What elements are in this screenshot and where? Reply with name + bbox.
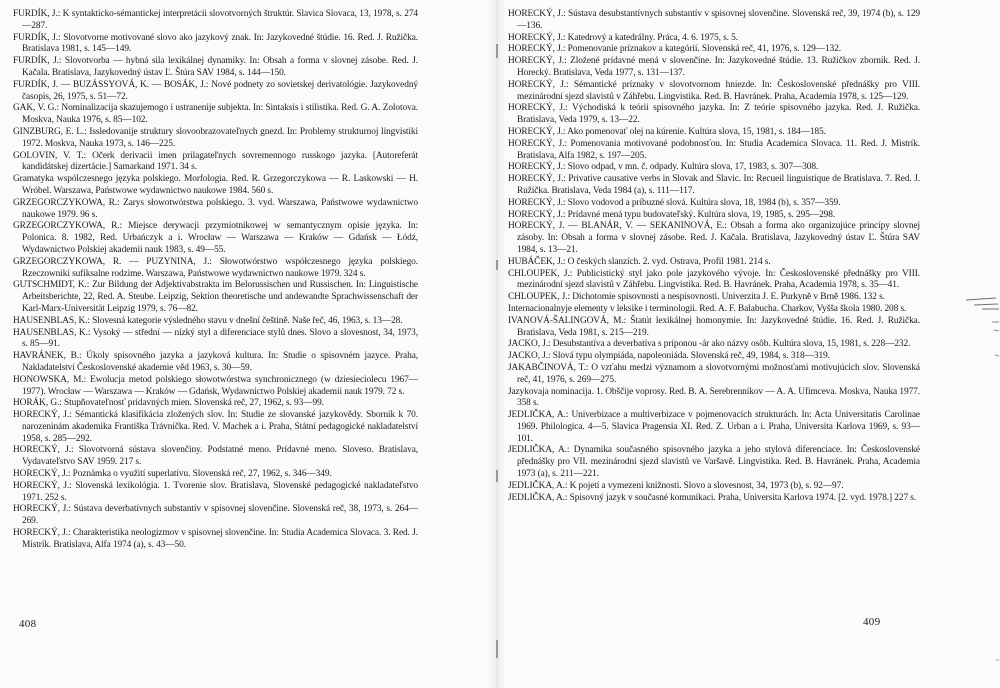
bibliography-entry: CHLOUPEK, J.: Dichotomie spisovnosti a nespisovnosti. Univerzita J. E. Purkyně v Brně 1986. 132 s. — [508, 292, 885, 303]
bibliography-entry: JACKO, J.: Slová typu olympiáda, napoleoniáda. Slovenská reč, 49, 1984, s. 318—319. — [508, 351, 830, 362]
bibliography-entry: HORECKÝ, J.: Slovo odpad, v mn. č. odpady. Kultúra slova, 17, 1983, s. 307—308. — [508, 162, 819, 173]
bibliography-entry: JEDLIČKA, A.: Univerbizace a multiverbizace v pojmenovacích strukturách. In: Acta Universitatis Carolinae 1969. Philologica. 4—5. Slavica Pragensia XI. Red. Z. Urban a i. Praha, Universita Karlova 1969, s. 93—101. — [508, 410, 920, 444]
bibliography-entry: JEDLIČKA, A.: Spisovný jazyk v současné komunikaci. Praha, Universita Karlova 1974. [2. vyd. 1978.] 227 s. — [508, 492, 917, 503]
bibliography-entry: JAKABČINOVÁ, T.: O vzťahu medzi významom a slovotvornými možnosťami motivujúcich slov. Slovenská reč, 41, 1976, s. 269—275. — [508, 362, 920, 385]
bibliography-entry: HORECKÝ, J.: Sémantická klasifikácia zložených slov. In: Studie ze slovanské jazykovědy. Sborník k 70. narozeninám akademika Františka Trávníčka. Red. V. Machek a i. Praha, Státní pedagogické nakladatelství 1958, s. 285—292. — [13, 410, 418, 444]
gutter-mark — [496, 260, 498, 270]
bibliography-entry: HAUSENBLAS, K.: Slovesná kategorie výsledného stavu v dnešní češtině. Naše řeč, 46, 1963, s. 13—28. — [13, 315, 403, 326]
bibliography-entry: HORECKÝ, J. — BLANÁR, V. — SEKANINOVÁ, E.: Obsah a forma ako organizujúce princípy slovnej zásoby. In: Obsah a forma v slovnej zásobe. Red. J. Kačala. Bratislava, Jazykovedný ústav Ľ. Štúra SAV 1984, s. 13—21. — [508, 221, 920, 255]
bibliography-entry: GRZEGORCZYKOWA, R.: Miejsce derywacji przymiotnikowej w semantycznym opisie języka. In: Polonica. 8. 1982, Red. Urbańczyk a i. Wrocław — Warszawa — Kraków — Gdańsk — Łódź, Wydawnictwo Polskiej akademii nauk 1983, s. 49—55. — [13, 221, 418, 255]
bibliography-entry: GOLOVIN, V. T.: Očerk derivacii imen prilagateľnych sovremennogo russkogo jazyka. [Autoreferát kandidátskej dizertácie.] Samarkand 1971. 34 s. — [13, 150, 418, 173]
bibliography-entry: HORECKÝ, J.: Charakteristika neologizmov v spisovnej slovenčine. In: Studia Academica Slovaca. 3. Red. J. Mistrík. Bratislava, Alfa 1974 (a), s. 43—50. — [13, 528, 418, 550]
bibliography-entry: GAK, V. G.: Nominalizacija skazujemogo i ustranenije subjekta. In: Sintaksis i stilistika. Red. G. A. Zolotova. Moskva, Nauka 1976, s. 85—102. — [13, 103, 418, 126]
bibliography-entry: HORECKÝ, J.: Privative causative verbs in Slovak and Slavic. In: Recueil linguistique de Bratislava. 7. Red. J. Ružička. Bratislava, Veda 1984 (a), s. 111—117. — [508, 174, 920, 196]
bibliography-entry: HORECKÝ, J.: Poznámka o využití superlatívu. Slovenská reč, 27, 1962, s. 346—349. — [13, 469, 332, 480]
bibliography-entry: JEDLIČKA, A.: K pojetí a vymezení knižnosti. Slovo a slovesnost, 34, 1973 (b), s. 92—97. — [508, 480, 844, 491]
bibliography-entry: HORECKÝ, J.: Prídavné mená typu budovateľský. Kultúra slova, 19, 1985, s. 295—298. — [508, 209, 836, 220]
bibliography-entry: HORECKÝ, J.: Sústava desubstantívnych substantív v spisovnej slovenčine. Slovenská reč, 39, 1974 (b), s. 129—136. — [508, 9, 920, 31]
bibliography-entry: FURDÍK, J.: Slovotvorba — hybná sila lexikálnej dynamiky. In: Obsah a forma v slovnej zásobe. Red. J. Kačala. Bratislava, Jazykovedný ústav Ľ. Štúra SAV 1984, s. 144—150. — [13, 56, 418, 78]
bibliography-entry: Jazykovaja nominacija. 1. Obščije voprosy. Red. B. A. Serebrennikov — A. A. Ufimceva. Moskva, Nauka 1977. 358 s. — [508, 386, 920, 409]
bibliography-entry: HORECKÝ, J.: Slovo vodovod a príbuzné slová. Kultúra slova, 18, 1984 (b), s. 357—359. — [508, 197, 841, 208]
bibliography-entry: FURDÍK, J.: K syntakticko-sémantickej interpretácii slovotvorných štruktúr. Slavica Slovaca, 13, 1978, s. 274—287. — [13, 9, 418, 31]
margin-scribble-marks — [952, 0, 1000, 688]
left-page-number: 408 — [19, 618, 37, 630]
bibliography-entry: HONOWSKA, M.: Ewolucja metod polskiego słowotwórstwa synchronicznego (w dziesieciolecu 1967—1977). Wrocław — Warszawa — Kraków — Gdańsk, Wydawnictwo Polskiej akademii nauk 1979. 72 s. — [13, 374, 418, 397]
bibliography-entry: HORECKÝ, J.: Slovenská lexikológia. 1. Tvorenie slov. Bratislava, Slovenské pedagogické nakladateľstvo 1971. 252 s. — [13, 480, 418, 503]
gutter-mark — [496, 470, 498, 482]
bibliography-entry: HAUSENBLAS, K.: Vysoký — střední — nízký styl a diferenciace stylů dnes. Slovo a slovesnost, 34, 1973, s. 85—91. — [13, 327, 418, 350]
bibliography-entry: HORECKÝ, J.: Katedrový a katedrálny. Práca, 4. 6. 1975, s. 5. — [508, 32, 738, 43]
right-page — [497, 0, 1000, 688]
bibliography-entry: GRZEGORCZYKOWA, R.: Zarys słowotwórstwa polskiego. 3. vyd. Warszawa, Państwowe wydawnictwo naukowe 1979. 96 s. — [13, 197, 418, 220]
bibliography-entry: HAVRÁNEK, B.: Úkoly spisovného jazyka a jazyková kultura. In: Studie o spisovném jazyce. Praha, Nakladatelství Československé akademie věd 1963, s. 30—59. — [13, 351, 418, 373]
gutter-mark — [496, 640, 498, 658]
left-bibliography-column — [13, 9, 418, 552]
right-bibliography-column — [508, 9, 920, 504]
bibliography-entry: HORECKÝ, J.: Pomenovania motivované podobnosťou. In: Studia Academica Slovaca. 11. Red. J. Mistrík. Bratislava, Alfa 1982, s. 197—205. — [508, 138, 920, 161]
bibliography-entry: HUBÁČEK, J.: O českých slanzích. 2. vyd. Ostrava, Profil 1981. 214 s. — [508, 256, 771, 267]
right-page-number: 409 — [863, 616, 881, 628]
bibliography-entry: HORECKÝ, J.: Sémantické príznaky v slovotvornom hniezde. In: Československé přednášky pro VIII. mezinárodní sjezd slavistů v Záhřebu. Lingvistika. Red. B. Havránek. Praha, Academia 1978, s. 125—129. — [508, 79, 920, 102]
bibliography-entry: HORÁK, G.: Stupňovateľnosť prídavných mien. Slovenská reč, 27, 1962, s. 93—99. — [13, 398, 324, 409]
left-page — [0, 0, 497, 688]
bibliography-entry: Internacionalnyje elementy v leksike i terminologii. Red. A. F. Balabucha. Charkov, Vyšša škola 1980. 208 s. — [508, 303, 907, 314]
bibliography-entry: HORECKÝ, J.: Východiská k teórii spisovného jazyka. In: Z teórie spisovného jazyka. Red. J. Ružička. Bratislava, Veda 1979, s. 13—22. — [508, 103, 920, 126]
bibliography-entry: HORECKÝ, J.: Slovotvorná sústava slovenčiny. Podstatné meno. Prídavné meno. Sloveso. Bratislava, Vydavateľstvo SAV 1959. 217 s. — [13, 445, 418, 468]
bibliography-entry: FURDÍK, J.: Slovotvorne motivované slovo ako jazykový znak. In: Jazykovedné štúdie. 16. Red. J. Ružička. Bratislava 1981, s. 145—149. — [13, 32, 418, 55]
bibliography-entry: CHLOUPEK, J.: Publicistický styl jako pole jazykového vývoje. In: Československé přednášky pro VIII. mezinárodní sjezd slavistů v Záhřebu. Lingvistika. Red. B. Havránek. Praha, Academia 1978, s. 35—41. — [508, 268, 920, 291]
bibliography-entry: JEDLIČKA, A.: Dynamika současného spisovného jazyka a jeho stylová diferenciace. In: Československé přednášky pro VII. mezinárodní sjezd slavistů ve Varšavě. Lingvistika. Red. B. Havránek. Praha, Academia 1973 (a), s. 211—221. — [508, 445, 920, 480]
bibliography-entry: GINZBURG, E. L.: Issledovanije struktury slovoobrazovateľnych gnezd. In: Problemy strukturnoj lingvistiki 1972. Moskva, Nauka 1973, s. 146—225. — [13, 126, 418, 149]
bibliography-entry: IVANOVÁ-ŠALINGOVÁ, M.: Štatút lexikálnej homonymie. In: Jazykovedné štúdie. 16. Red. J. Ružička. Bratislava, Veda 1981, s. 215—219. — [508, 315, 920, 338]
bibliography-entry: Gramatyka wspólczesnego języka polskiego. Morfologia. Red. R. Grzegorczykowa — R. Laskowski — H. Wróbel. Warszawa, Państwowe wydawnictwo naukowe 1984. 560 s. — [13, 174, 418, 196]
bibliography-entry: FURDÍK, J. — BUZÁSSYOVÁ, K. — BOSÁK, J.: Nové podnety zo sovietskej derivatológie. Jazykovedný časopis, 26, 1975, s. 51—72. — [13, 79, 418, 102]
bibliography-entry: HORECKÝ, J.: Pomenovanie príznakov a kategórií. Slovenská reč, 41, 1976, s. 129—132. — [508, 44, 841, 55]
bibliography-entry: GRZEGORCZYKOWA, R. — PUZYNINA, J.: Słowotwórstwo współczesnego języka polskiego. Rzeczowniki sufiksalne rodzime. Warszawa, Państwowe wydawnictwo naukowe 1979. 324 s. — [13, 256, 418, 279]
bibliography-entry: HORECKÝ, J.: Zložené prídavné mená v slovenčine. In: Jazykovedné štúdie. 13. Ružičkov zborník. Red. J. Horecký. Bratislava, Veda 1977, s. 131—137. — [508, 56, 920, 78]
bibliography-entry: JACKO, J.: Desubstantíva a deverbatíva s príponou -ár ako názvy osôb. Kultúra slova, 15, 1981, s. 228—232. — [508, 339, 911, 350]
gutter-mark — [496, 44, 498, 58]
bibliography-entry: GUTSCHMIDT, K.: Zur Bildung der Adjektivabstrakta im Belorussischen und Russischen. In: Linguistische Arbeitsberichte, 22, Red. A. Steube. Leipzig, Sektion theoretische und andewandte Sprachwissenschaft der Karl-Marx-Universität Leipzig 1979, s. 76—82. — [13, 280, 418, 314]
bibliography-entry: HORECKÝ, J.: Sústava deverbatívnych substantív v spisovnej slovenčine. Slovenská reč, 38, 1973, s. 264—269. — [13, 504, 418, 527]
bibliography-entry: HORECKÝ, J.: Ako pomenovať olej na kúrenie. Kultúra slova, 15, 1981, s. 184—185. — [508, 126, 826, 137]
